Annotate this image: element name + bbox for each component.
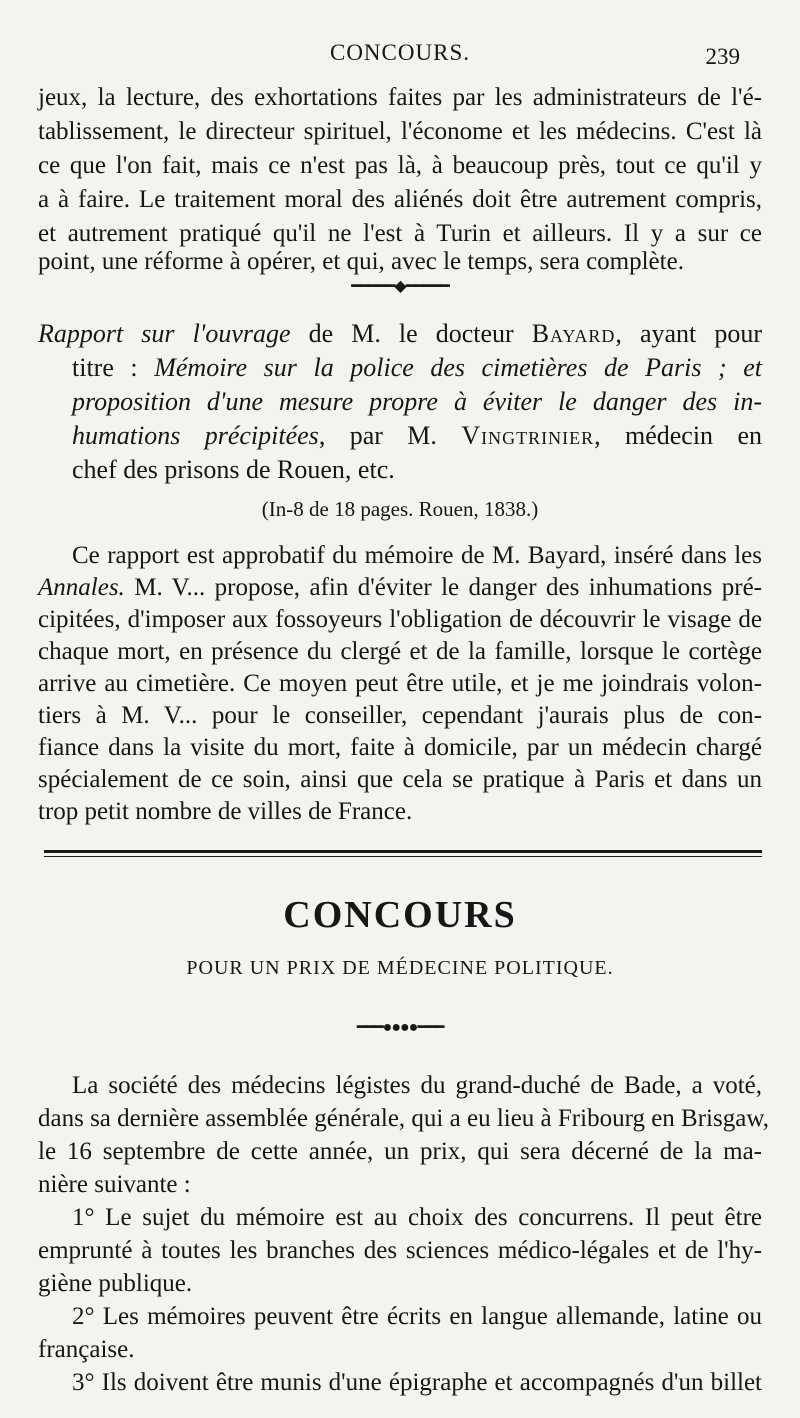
text-line: fiance dans la visite du mort, faite à domicile, par un médecin chargé	[38, 734, 762, 761]
text-line: spécialement de ce soin, ainsi que cela se pratique à Paris et dans un	[38, 766, 762, 793]
text-line: point, une réforme à opérer, et qui, avec le temps, sera complète.	[38, 248, 684, 275]
list-item-line: 3° Ils doivent être munis d'une épigraphe et accompagnés d'un billet	[72, 1369, 762, 1396]
section-rule-thin	[44, 856, 762, 857]
author-name: Vingtrinier	[461, 421, 595, 450]
list-item-line: française.	[38, 1336, 135, 1363]
annales-italic: Annales.	[38, 574, 125, 601]
report-title-italic: Mémoire sur la police des cimetières de Paris ; et	[154, 353, 762, 382]
text-line: La société des médecins légistes du grand-duché de Bade, a voté,	[72, 1072, 762, 1099]
report-title-italic: Rapport sur l'ouvrage	[38, 319, 291, 348]
report-title-text: titre :	[72, 353, 155, 382]
section-rule-thick	[44, 850, 762, 853]
text-line: dans sa dernière assemblée générale, qui a eu lieu à Fribourg en Brisgaw,	[38, 1105, 769, 1132]
text-line: trop petit nombre de villes de France.	[38, 798, 413, 825]
report-title-line	[72, 352, 762, 383]
report-title-line	[72, 420, 762, 451]
text-line: chaque mort, en présence du clergé et de la famille, lorsque le cortège	[38, 638, 762, 665]
list-item-line: 1° Le sujet du mémoire est au choix des concurrens. Il peut être	[72, 1204, 762, 1231]
text-line: arrive au cimetière. Ce moyen peut être utile, et je me joindrais volon-	[38, 670, 762, 697]
report-title-text: , par M.	[318, 421, 462, 450]
report-title-line: chef des prisons de Rouen, etc.	[72, 455, 395, 484]
running-head	[0, 40, 800, 74]
section-title: CONCOURS	[283, 894, 517, 936]
text-line: cipitées, d'imposer aux fossoyeurs l'obligation de découvrir le visage de	[38, 606, 762, 633]
report-title-line	[72, 386, 762, 417]
list-item-line: 2° Les mémoires peuvent être écrits en langue allemande, latine ou	[72, 1303, 762, 1330]
report-title-italic: proposition d'une mesure propre à éviter le danger des in-	[72, 387, 762, 416]
report-title-text: , médecin en	[594, 421, 762, 450]
section-subtitle: POUR UN PRIX DE MÉDECINE POLITIQUE.	[186, 957, 614, 979]
text-line: ce que l'on fait, mais ce n'est pas là, à beaucoup près, tout ce qu'il y	[38, 152, 762, 179]
list-item-line: giène publique.	[38, 1270, 193, 1297]
ornament-divider: ━━━━━◆━━━━━	[351, 278, 449, 295]
report-title-line	[38, 318, 762, 349]
publication-info: (In-8 de 18 pages. Rouen, 1838.)	[261, 497, 539, 521]
text-line: tablissement, le directeur spirituel, l'économe et les médecins. C'est là	[38, 118, 762, 145]
list-item-line: emprunté à toutes les branches des sciences médico-légales et de l'hy-	[38, 1237, 762, 1264]
text-line: le 16 septembre de cette année, un prix, qui sera décerné de la ma-	[38, 1138, 762, 1165]
ornament-divider: ━━━●●●●━━━	[356, 1019, 444, 1036]
page-number: 239	[705, 44, 740, 69]
report-title-italic: humations précipitées	[72, 421, 319, 450]
text-line: jeux, la lecture, des exhortations faites par les administrateurs de l'é-	[38, 84, 762, 111]
report-title-text: , ayant pour	[615, 319, 762, 348]
text-line: Ce rapport est approbatif du mémoire de M. Bayard, inséré dans les	[72, 542, 762, 569]
text-line: nière suivante :	[38, 1171, 191, 1198]
text-line: a à faire. Le traitement moral des aliénés doit être autrement compris,	[38, 186, 762, 213]
text-line: et autrement pratiqué qu'il ne l'est à Turin et ailleurs. Il y a sur ce	[38, 220, 762, 247]
running-title: CONCOURS.	[329, 40, 470, 65]
author-name: Bayard	[531, 319, 616, 348]
text-line	[38, 572, 762, 603]
text-line: tiers à M. V... pour le conseiller, cependant j'aurais plus de con-	[38, 702, 762, 729]
report-title-text: de M. le docteur	[290, 319, 532, 348]
text-line-rest: M. V... propose, afin d'éviter le danger des inhumations pré-	[124, 574, 762, 601]
